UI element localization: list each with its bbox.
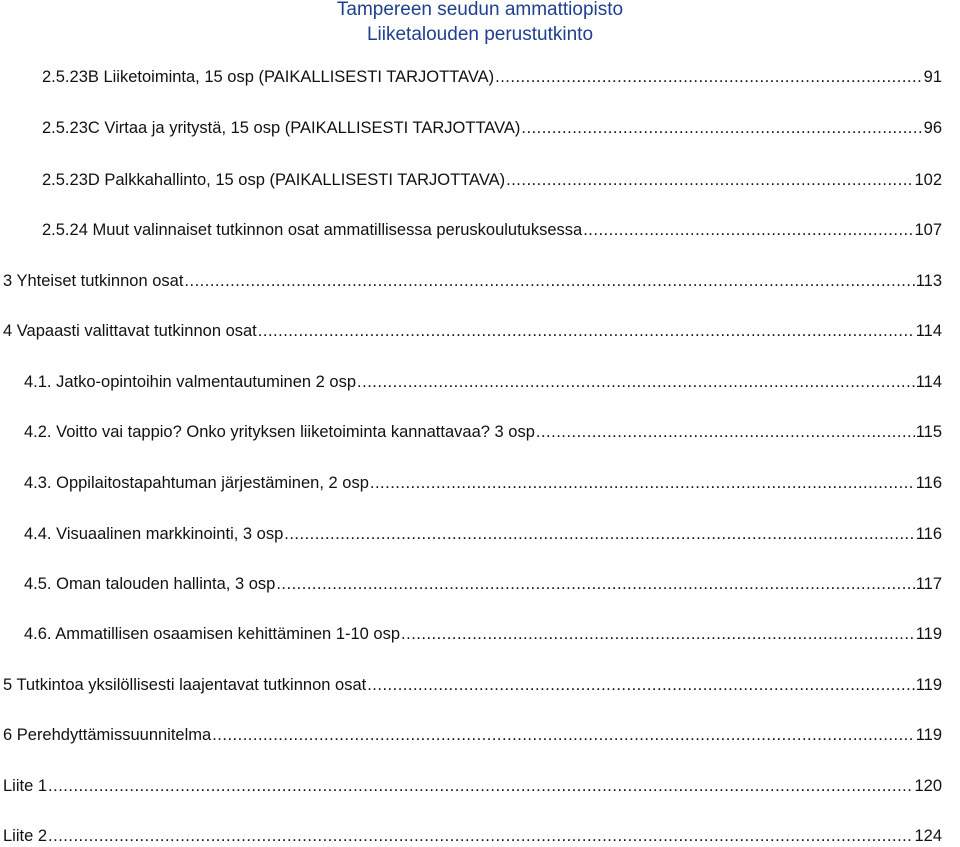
toc-leader-dots [276,573,914,595]
toc-entry-title: 5 Tutkintoa yksilöllisesti laajentavat tutkinnon osat [3,676,367,694]
toc-entry-page: 91 [923,68,942,86]
toc-leader-dots [212,724,914,746]
toc-leader-dots [357,371,915,393]
toc-entry[interactable] [3,825,942,847]
toc-entry-page: 119 [915,625,942,643]
header-institution: Tampereen seudun ammattiopisto [336,0,624,20]
toc-entry[interactable] [24,523,942,545]
toc-entry-title: Liite 2 [3,827,48,845]
toc-entry-page: 120 [914,777,942,795]
toc-entry-title: 3 Yhteiset tutkinnon osat [3,272,184,290]
toc-entry-page: 119 [915,676,942,694]
toc-leader-dots [284,523,914,545]
toc-leader-dots [506,169,913,191]
toc-entry[interactable] [3,775,942,797]
toc-entry[interactable] [42,169,942,191]
toc-entry[interactable] [42,219,942,241]
toc-entry-title: 4 Vapaasti valittavat tutkinnon osat [3,322,257,340]
toc-entry[interactable] [24,573,942,595]
toc-leader-dots [184,270,914,292]
toc-entry-page: 115 [915,423,942,441]
toc-entry-title: 4.1. Jatko-opintoihin valmentautuminen 2 osp [24,373,357,391]
toc-leader-dots [48,775,913,797]
toc-entry[interactable] [24,421,942,443]
toc-entry-page: 114 [915,373,942,391]
toc-leader-dots [367,674,914,696]
toc-entry-title: 2.5.23D Palkkahallinto, 15 osp (PAIKALLISESTI TARJOTTAVA) [42,171,506,189]
toc-leader-dots [536,421,915,443]
toc-entry-page: 113 [915,272,942,290]
toc-entry[interactable] [42,66,942,88]
toc-entry-page: 116 [915,474,942,492]
toc-entry-page: 96 [923,119,942,137]
toc-entry-page: 117 [915,575,942,593]
toc-entry-title: 4.4. Visuaalinen markkinointi, 3 osp [24,525,284,543]
toc-entry-title: Liite 1 [3,777,48,795]
toc-entry-title: 4.5. Oman talouden hallinta, 3 osp [24,575,276,593]
toc-entry-title: 4.2. Voitto vai tappio? Onko yrityksen liiketoiminta kannattavaa? 3 osp [24,423,535,441]
toc-entry[interactable] [24,623,942,645]
toc-entry[interactable] [3,724,942,746]
toc-entry-page: 119 [915,726,942,744]
toc-leader-dots [495,66,923,88]
toc-entry-page: 114 [915,322,942,340]
toc-entry-page: 116 [915,525,942,543]
toc-leader-dots [583,219,913,241]
toc-entry-title: 2.5.23B Liiketoiminta, 15 osp (PAIKALLISESTI TARJOTTAVA) [42,68,495,86]
toc-entry-page: 107 [914,221,942,239]
toc-leader-dots [521,117,922,139]
header-degree: Liiketalouden perustutkinto [366,24,594,45]
toc-entry-title: 2.5.23C Virtaa ja yritystä, 15 osp (PAIKALLISESTI TARJOTTAVA) [42,119,521,137]
toc-leader-dots [258,320,915,342]
toc-leader-dots [401,623,915,645]
toc-entry-page: 102 [914,171,942,189]
toc-entry[interactable] [24,371,942,393]
toc-entry[interactable] [3,674,942,696]
toc-entry-title: 2.5.24 Muut valinnaiset tutkinnon osat ammatillisessa peruskoulutuksessa [42,221,583,239]
toc-entry-title: 4.6. Ammatillisen osaamisen kehittäminen 1-10 osp [24,625,401,643]
toc-entry[interactable] [42,117,942,139]
toc-entry[interactable] [3,270,942,292]
toc-entry-title: 6 Perehdyttämissuunnitelma [3,726,212,744]
toc-entry[interactable] [24,472,942,494]
toc-entry-title: 4.3. Oppilaitostapahtuman järjestäminen, 2 osp [24,474,369,492]
toc-entry[interactable] [3,320,942,342]
toc-leader-dots [370,472,915,494]
toc-entry-page: 124 [914,827,942,845]
toc-leader-dots [48,825,913,847]
